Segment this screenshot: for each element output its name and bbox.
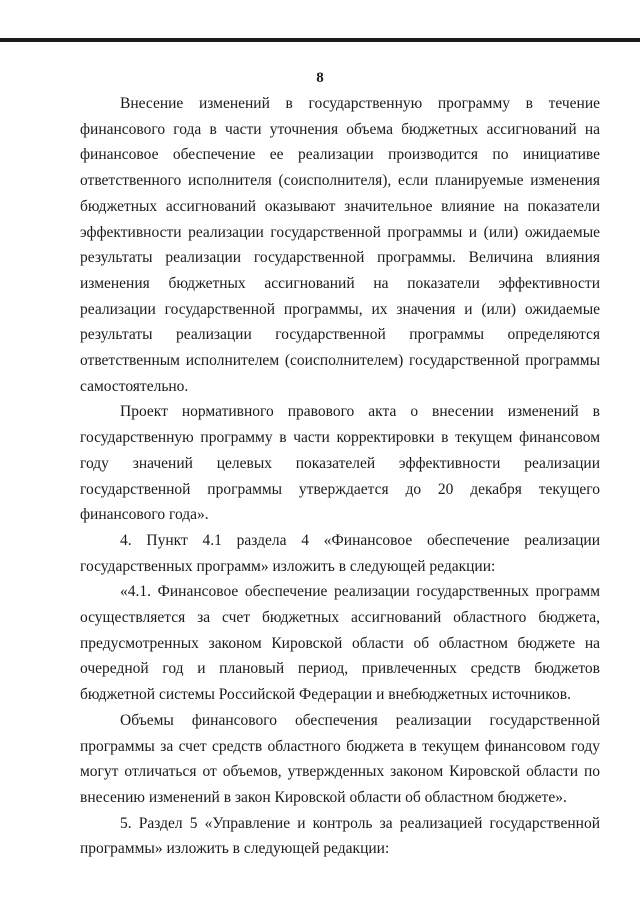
paragraph-draft-act: Проект нормативного правового акта о внесении изменений в государственную программу в части корректировки в текущем финансовом году значений целевых показателей эффективности реализации государственной программы утверждается до 20 декабря текущего финансового года». [80,403,600,524]
page-number: 8 [316,70,324,86]
paragraph-funding-volumes: Объемы финансового обеспечения реализации государственной программы за счет средств областного бюджета в текущем финансовом году могут отличаться от объемов, утвержденных законом Кировской области по внесению изменений в закон Кировской области об областном бюджете». [80,711,600,806]
paragraph-item-5: 5. Раздел 5 «Управление и контроль за реализацией государственной программы» изложить в следующей редакции: [80,814,600,858]
paragraph-budget-changes: Внесение изменений в государственную программу в течение финансового года в части уточнения объема бюджетных ассигнований на финансовое обеспечение ее реализации производится по инициативе ответственного исполнителя (соисполнителя), если планируемые изменения бюджетных ассигнований оказывают значительное влияние на показатели эффективности реализации государственной программы и (или) ожидаемые результаты реализации государственной программы. Величина влияния изменения бюджетных ассигнований на показатели эффективности реализации государственной программы, их значения и (или) ожидаемые результаты реализации государственной программы определяются ответственным исполнителем (соисполнителем) государственной программы самостоятельно. [80,95,600,395]
top-border-line [0,38,640,42]
document-body [80,91,600,862]
paragraph-section-4-1: «4.1. Финансовое обеспечение реализации государственных программ осуществляется за счет бюджетных ассигнований областного бюджета, предусмотренных законом Кировской области об областном бюджете на очередной год и плановый период, привлеченных средств бюджетов бюджетной системы Российской Федерации и внебюджетных источников. [80,583,600,704]
paragraph-item-4: 4. Пункт 4.1 раздела 4 «Финансовое обеспечение реализации государственных программ» изложить в следующей редакции: [80,531,600,575]
